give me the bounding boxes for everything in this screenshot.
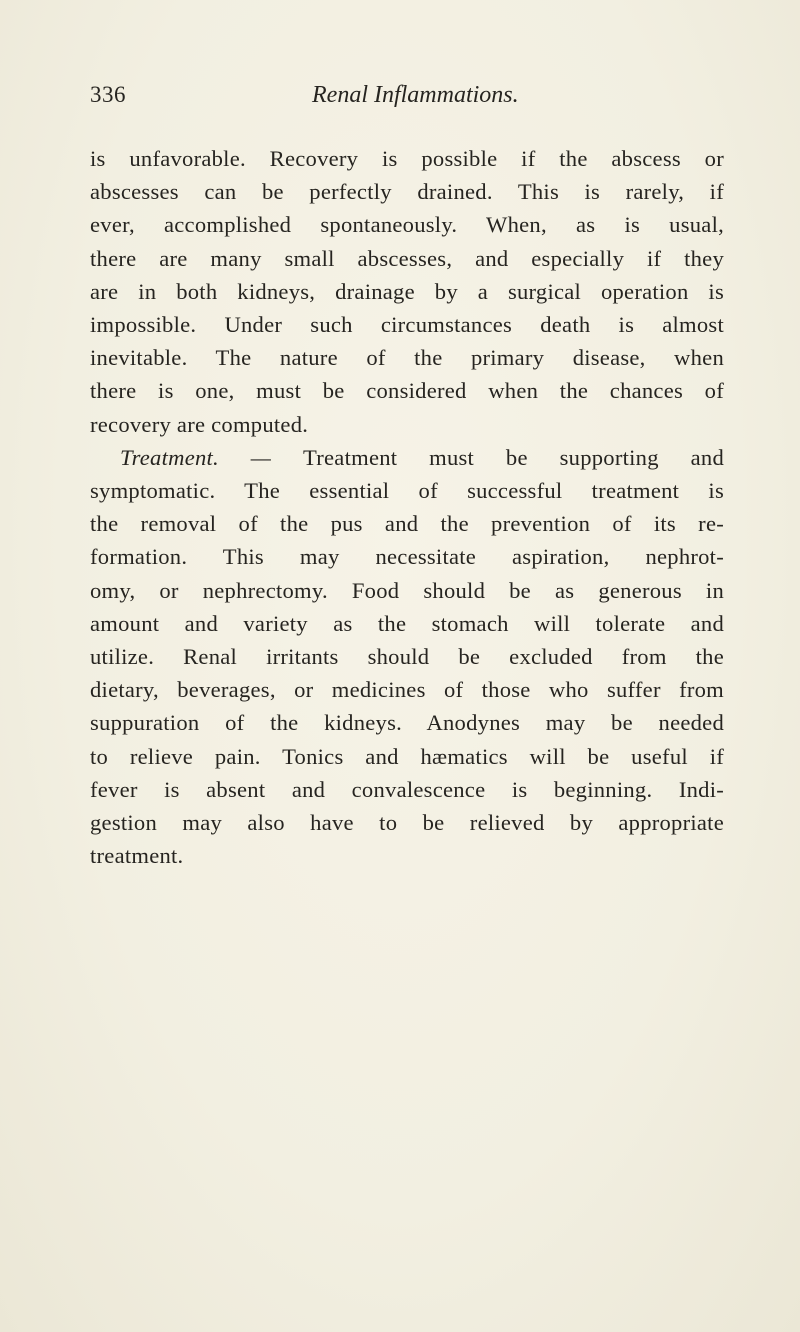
text-line: omy, or nephrectomy. Food should be as generous in <box>90 577 724 603</box>
text-line: inevitable. The nature of the primary disease, when <box>90 345 724 371</box>
text-line: to relieve pain. Tonics and hæmatics will be useful if <box>90 743 724 769</box>
text-line: impossible. Under such circumstances death is almost <box>90 312 724 338</box>
text-line: utilize. Renal irritants should be excluded from the <box>90 644 724 670</box>
text-line: abscesses can be perfectly drained. This is rarely, if <box>90 179 724 205</box>
text-line: dietary, beverages, or medicines of those who suffer from <box>90 677 724 703</box>
text-line: there are many small abscesses, and especially if they <box>90 245 724 271</box>
text-line: gestion may also have to be relieved by appropriate <box>90 810 724 836</box>
text-line: suppuration of the kidneys. Anodynes may be needed <box>90 710 724 736</box>
text-line: recovery are computed. <box>90 411 309 437</box>
treatment-paragraph-first-line <box>90 441 724 474</box>
text-line: Treatment must be supporting and <box>303 444 724 470</box>
text-line: is unfavorable. Recovery is possible if the abscess or <box>90 146 724 171</box>
text-line: ever, accomplished spontaneously. When, as is usual, <box>90 212 724 238</box>
body-text <box>90 142 724 872</box>
text-line: there is one, must be considered when the chances of <box>90 378 724 404</box>
text-line: symptomatic. The essential of successful treatment is <box>90 478 724 504</box>
text-line: treatment. <box>90 843 184 869</box>
chapter-title: Renal Inflammations. <box>312 82 519 108</box>
text-line: the removal of the pus and the prevention of its re- <box>90 511 724 537</box>
text-line: amount and variety as the stomach will tolerate and <box>90 610 724 636</box>
treatment-heading: Treatment. — <box>120 444 303 470</box>
running-head <box>90 82 730 116</box>
text-line: are in both kidneys, drainage by a surgical operation is <box>90 278 724 304</box>
text-line: fever is absent and convalescence is beginning. Indi- <box>90 776 724 802</box>
page-number: 336 <box>90 82 126 107</box>
text-line: formation. This may necessitate aspiration, nephrot- <box>90 544 724 570</box>
